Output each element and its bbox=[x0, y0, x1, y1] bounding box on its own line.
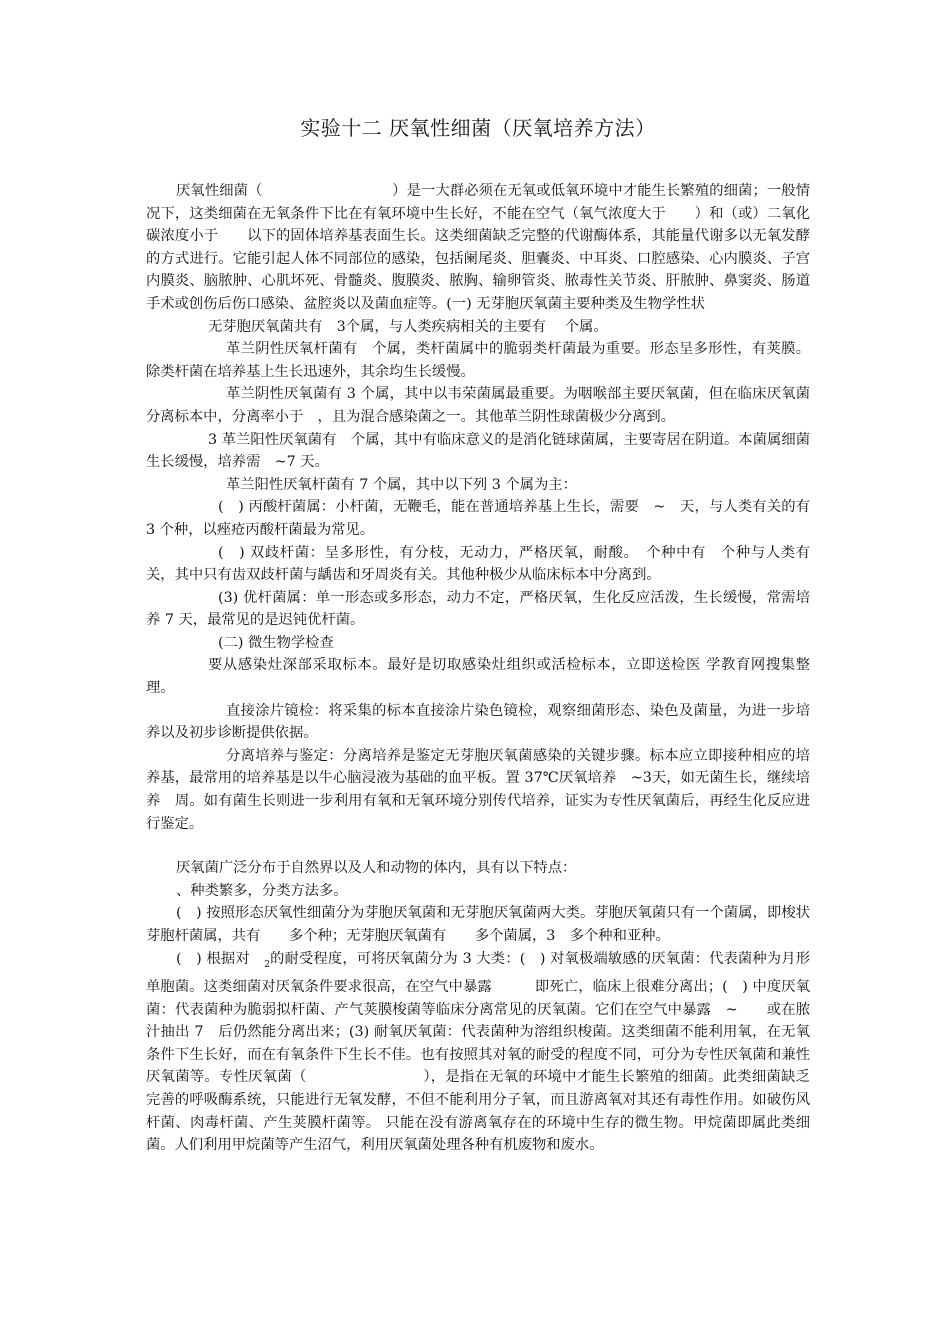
spacer bbox=[146, 835, 810, 857]
paragraph-gram-negative-bacilli: 革兰阴性厌氧杆菌有 个属，类杆菌属中的脆弱类杆菌最为重要。形态呈多形性，有荚膜。除类杆菌在培养基上生长迅速外，其余均生长缓慢。 bbox=[146, 341, 810, 380]
section-heading-microbiology: (二) 微生物学检查 bbox=[218, 634, 334, 651]
paragraph-gram-negative-cocci: 革兰阴性厌氧菌有 3 个属，其中以韦荣菌属最重要。为咽喉部主要厌氧菌，但在临床厌氧菌分离标本中，分离率小于 ，且为混合感染菌之一。其他革兰阴性球菌极少分离到。 bbox=[146, 386, 810, 425]
paragraph-gram-positive-bacilli: 革兰阳性厌氧杆菌有 7 个属，其中以下列 3 个属为主： bbox=[226, 476, 577, 493]
document-title: 实验十二 厌氧性细菌（厌氧培养方法） bbox=[300, 116, 656, 140]
paragraph-intro: 厌氧性细菌（ ）是一大群必须在无氧或低氧环境中才能生长繁殖的细菌；一般情况下，这类细菌在无氧条件下比在有氧环境中生长好，不能在空气（氧气浓度大于 ）和（或）二氧化碳浓度小于 以下的固体培养基表面生长。这类细菌缺乏完整的代谢酶体系，其能量代谢多以无氧发酵的方式进行。它能引起人体不同部位的感染，包括阑尾炎、胆囊炎、中耳炎、口腔感染、心内膜炎、子宫内膜炎、脑脓肿、心肌坏死、骨髓炎、腹膜炎、脓胸、输卵管炎、脓毒性关节炎、肝脓肿、鼻窦炎、肠道手术或创伤后伤口感染、盆腔炎以及菌血症等。(一) 无芽胞厌氧菌主要种类及生物学性状 bbox=[146, 183, 810, 312]
document-page bbox=[146, 100, 810, 1157]
paragraph-eubacterium: (3) 优杆菌属：单一形态或多形态，动力不定，严格厌氧，生化反应活泼，生长缓慢，常需培养 7 天，最常见的是迟钝优杆菌。 bbox=[146, 589, 810, 629]
paragraph-non-spore-count: 无芽胞厌氧菌共有 3个属，与人类疾病相关的主要有 个属。 bbox=[208, 318, 608, 335]
paragraph-distribution: 厌氧菌广泛分布于自然界以及人和动物的体内，具有以下特点： bbox=[176, 860, 577, 877]
subscript: 2 bbox=[264, 959, 270, 970]
paragraph-gram-positive-cocci: 3 革兰阳性厌氧菌有 个属，其中有临床意义的是消化链球菌属，主要寄居在阴道。本菌属细菌生长缓慢，培养需 ~7 天。 bbox=[146, 431, 810, 471]
paragraph-culture: 分离培养与鉴定：分离培养是鉴定无芽胞厌氧菌感染的关键步骤。标本应立即接种相应的培养基，最常用的培养基是以牛心脑浸液为基础的血平板。置 37℃厌氧培养 ~3天，如无菌生长，继续培养 周。如有菌生长则进一步利用有氧和无氧环境分别传代培养，证实为专性厌氧菌后，再经生化反应进行鉴定。 bbox=[146, 747, 810, 832]
paragraph-classification-morphology: ( ) 按照形态厌氧性细菌分为芽胞厌氧菌和无芽胞厌氧菌两大类。芽胞厌氧菌只有一个菌属，即梭状芽胞杆菌属，共有 多个种；无芽胞厌氧菌有 多个菌属，3 多个种和亚种。 bbox=[146, 905, 810, 944]
paragraph-feature-1: 、种类繁多，分类方法多。 bbox=[176, 882, 348, 899]
paragraph-propionibacterium: ( ) 丙酸杆菌属：小杆菌，无鞭毛，能在普通培养基上生长，需要 ~ 天，与人类有关的有 3 个种，以痤疮丙酸杆菌最为常见。 bbox=[146, 499, 810, 538]
paragraph-classification-oxygen bbox=[146, 948, 810, 1157]
text-segment: ( ) 根据对 bbox=[176, 950, 265, 967]
paragraph-bifidobacterium: ( ) 双歧杆菌：呈多形性，有分枝，无动力，严格厌氧，耐酸。 个种中有 个种与人类有关，其中只有齿双歧杆菌与龋齿和牙周炎有关。其他种极少从临床标本中分离到。 bbox=[146, 544, 810, 584]
text-segment: 的耐受程度，可将厌氧菌分为 3 大类：( ) 对氧极端敏感的厌氧菌：代表菌种为月形单胞菌。这类细菌对厌氧条件要求很高，在空气中暴露 即死亡，临床上很难分离出；( ) 中度厌氧菌：代表菌种为脆弱拟杆菌、产气荚膜梭菌等临床分离常见的厌氧菌。它们在空气中暴露 ~ 或在脓汁抽出 7 后仍然能分离出来；(3) 耐氧厌氧菌：代表菌种为溶组织梭菌。这类细菌不能利用氧，在无氧条件下生长好，而在有氧条件下生长不佳。也有按照其对氧的耐受的程度不同，可分为专性厌氧菌和兼性厌氧菌等。专性厌氧菌（ ），是指在无氧的环境中才能生长繁殖的细菌。此类细菌缺乏完善的呼吸酶系统，只能进行无氧发酵，不但不能利用分子氧，而且游离氧对其还有毒性作用。如破伤风杆菌、肉毒杆菌、产生荚膜杆菌等。 只能在没有游离氧存在的环境中生存的微生物。甲烷菌即属此类细菌。人们利用甲烷菌等产生沼气，利用厌氧菌处理各种有机废物和废水。 bbox=[146, 950, 810, 1154]
paragraph-specimen: 要从感染灶深部采取标本。最好是切取感染灶组织或活检标本，立即送检医 学教育网搜集整理。 bbox=[146, 657, 810, 697]
paragraph-direct-smear: 直接涂片镜检：将采集的标本直接涂片染色镜检，观察细菌形态、染色及菌量，为进一步培养以及初步诊断提供依据。 bbox=[146, 702, 810, 742]
